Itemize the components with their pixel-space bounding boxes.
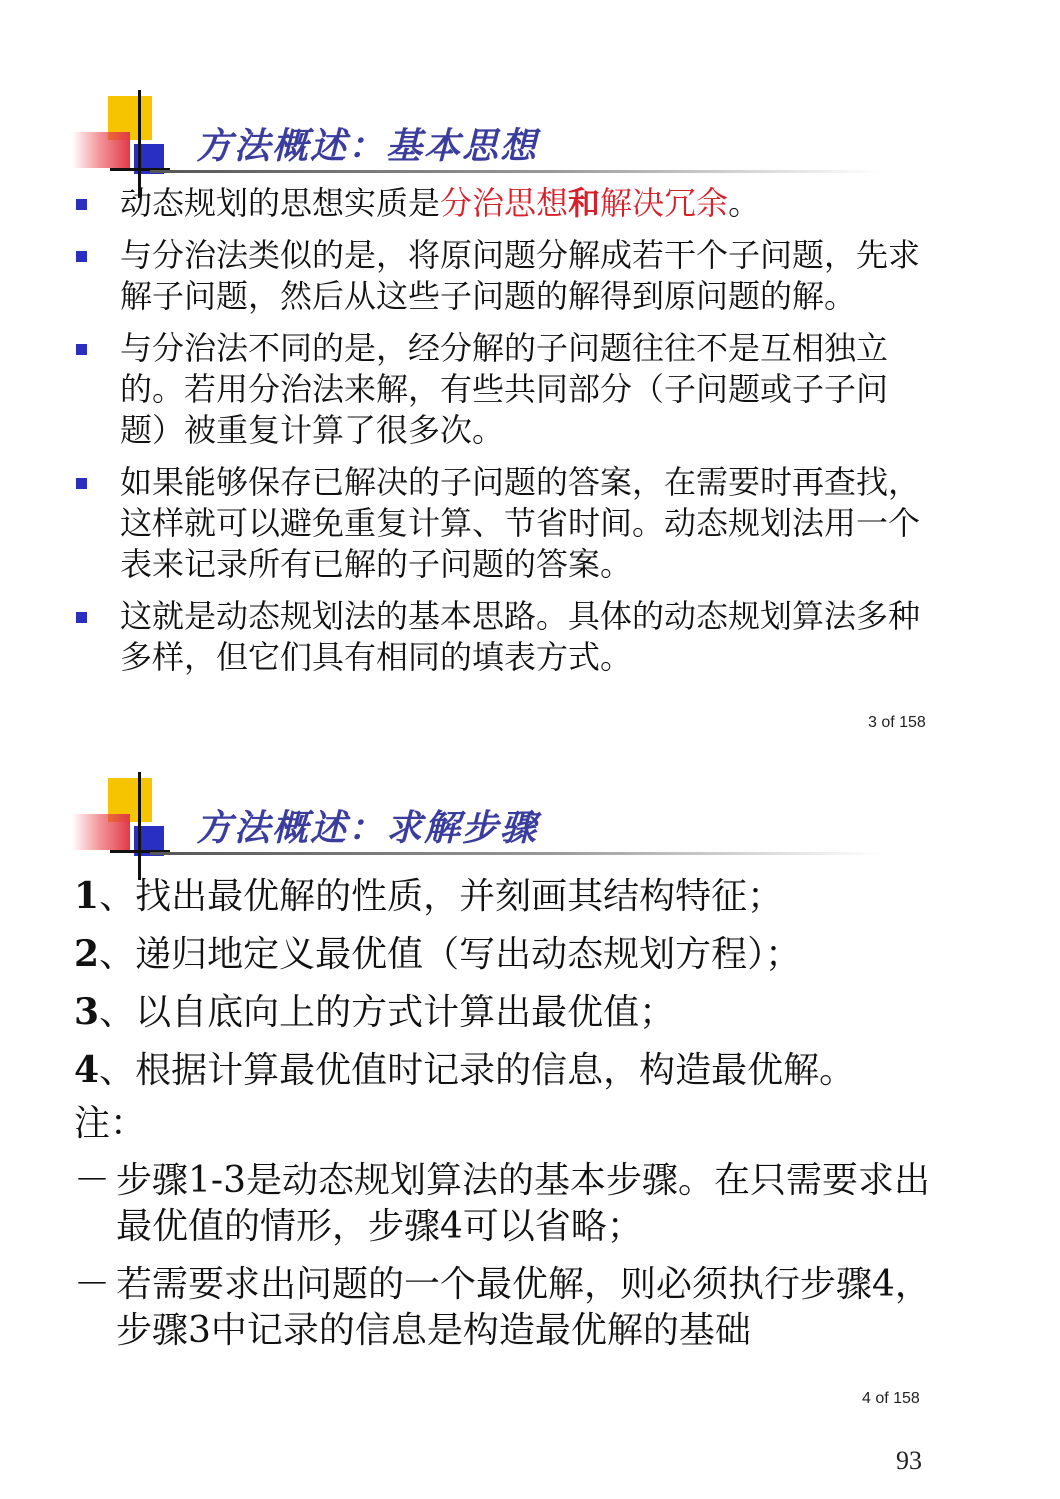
bullet-item: 与分治法类似的是，将原问题分解成若干个子问题，先求解子问题，然后从这些子问题的解得到原问题的解。 bbox=[70, 235, 930, 317]
bullet-item: 与分治法不同的是，经分解的子问题往往不是互相独立的。若用分治法来解，有些共同部分（子问题或子子问题）被重复计算了很多次。 bbox=[70, 328, 930, 451]
step-item: 2、递归地定义最优值（写出动态规划方程）； bbox=[74, 933, 802, 975]
slide-solution-steps bbox=[0, 760, 1060, 1440]
bullet-item: 这就是动态规划法的基本思路。具体的动态规划算法多种多样，但它们具有相同的填表方式。 bbox=[70, 596, 930, 678]
bullet-item: 如果能够保存已解决的子问题的答案，在需要时再查找，这样就可以避免重复计算、节省时间。动态规划法用一个表来记录所有已解的子问题的答案。 bbox=[70, 462, 930, 585]
bullet-item: 动态规划的思想实质是分治思想和解决冗余。 bbox=[70, 183, 930, 224]
note-label: 注： bbox=[74, 1103, 147, 1144]
note-item: － 步骤1-3是动态规划算法的基本步骤。在只需要求出最优值的情形，步骤4可以省略； bbox=[74, 1160, 930, 1247]
slide-page-label: 4 of 158 bbox=[862, 1390, 920, 1407]
slide-title: 方法概述：求解步骤 bbox=[196, 807, 539, 849]
notes-list bbox=[74, 1158, 934, 1366]
step-item: 1、找出最优解的性质，并刻画其结构特征； bbox=[74, 875, 784, 917]
note-item: － 若需要求出问题的一个最优解，则必须执行步骤4，步骤3中记录的信息是构造最优解的基础 bbox=[74, 1264, 931, 1351]
title-underline bbox=[150, 170, 880, 173]
dash-marker: － bbox=[74, 1264, 111, 1305]
bullet-square-icon bbox=[76, 251, 87, 262]
slide-title: 方法概述：基本思想 bbox=[196, 125, 539, 167]
document-page-number: 93 bbox=[896, 1446, 922, 1475]
bullet-square-icon bbox=[76, 344, 87, 355]
bullet-square-icon bbox=[76, 612, 87, 623]
bullet-square-icon bbox=[76, 199, 87, 210]
dash-marker: － bbox=[74, 1160, 111, 1201]
title-underline bbox=[150, 852, 880, 855]
bullet-list bbox=[70, 183, 930, 689]
steps-list bbox=[74, 872, 954, 1104]
step-item: 4、根据计算最优值时记录的信息，构造最优解。 bbox=[74, 1049, 856, 1091]
slide-basic-idea bbox=[0, 0, 1060, 745]
slide-page-label: 3 of 158 bbox=[868, 714, 926, 731]
highlight-text: 分治思想 bbox=[440, 184, 569, 222]
bullet-square-icon bbox=[76, 478, 87, 489]
step-item: 3、以自底向上的方式计算出最优值； bbox=[74, 991, 676, 1033]
highlight-text: 解决冗余 bbox=[600, 184, 729, 222]
